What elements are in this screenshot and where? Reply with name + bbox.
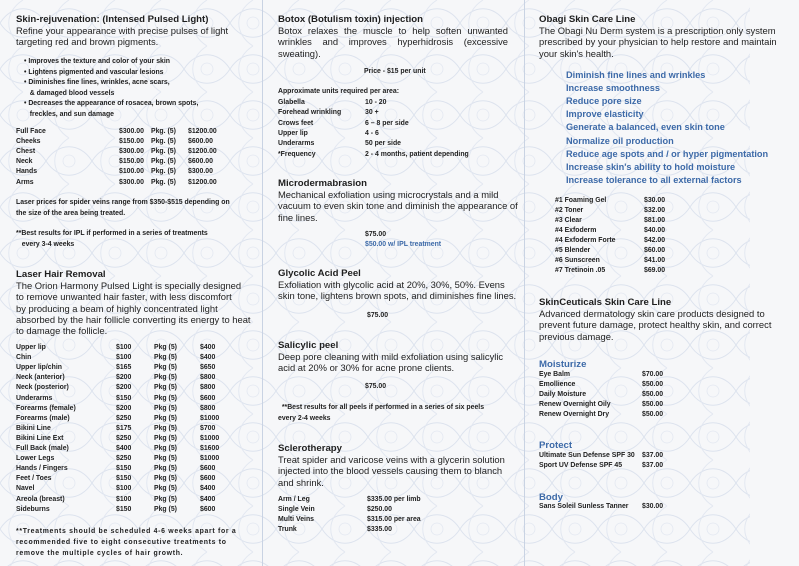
table-cell-name: #5 Blender xyxy=(555,247,591,254)
table-cell-price: $175 xyxy=(116,424,132,432)
paragraph-line: sweating). xyxy=(278,47,321,59)
table-cell-price: $69.00 xyxy=(644,267,666,274)
table-cell-price: $400 xyxy=(116,445,132,452)
table-cell-total: $600 xyxy=(200,394,216,402)
table-cell-price: $200 xyxy=(116,404,132,412)
paragraph xyxy=(16,25,256,48)
table-cell-name: #6 Sunscreen xyxy=(555,257,600,264)
table-cell-pkg: Pkg (5) xyxy=(154,384,177,392)
table-cell-total: $600.00 xyxy=(188,158,213,166)
table-cell-area: Glabella xyxy=(278,99,305,106)
paragraph-line: wrinkles and improves hyperhidrosis (excessive xyxy=(278,36,508,48)
table-cell-price: $150 xyxy=(116,475,132,483)
units-header: Approximate units required per area: xyxy=(278,88,400,95)
paragraph-line: Treat spider and varicose veins with a glycerin solution xyxy=(278,454,505,465)
table-cell-pkg: Pkg (5) xyxy=(154,505,177,513)
section-title-skin-rejuvenation: Skin-rejuvenation: (Intensed Pulsed Light) xyxy=(16,14,209,25)
table-cell-units: 30 + xyxy=(365,109,379,117)
table-cell-area: Neck (posterior) xyxy=(16,384,69,392)
list-item: Increase skin's ability to hold moisture xyxy=(566,161,736,172)
table-cell-total: $600.00 xyxy=(188,138,213,146)
paragraph xyxy=(278,454,518,488)
table-cell-price: $250 xyxy=(116,434,132,442)
table-cell-total: $700 xyxy=(200,424,216,432)
table-cell-total: $300.00 xyxy=(188,168,213,176)
panel-ipl-laser xyxy=(0,0,262,566)
table-cell-area: Crows feet xyxy=(278,119,314,127)
table-cell-area: Feet / Toes xyxy=(16,475,52,483)
section-title-glycolic-peel: Glycolic Acid Peel xyxy=(278,268,361,279)
list-item: Normalize oil production xyxy=(566,135,674,146)
paragraph xyxy=(278,279,518,302)
ipl-best-results-note: every 3-4 weeks xyxy=(16,241,75,248)
microdermabrasion-ipl-price: $50.00 w/ IPL treatment xyxy=(365,241,442,248)
table-cell-area: Cheeks xyxy=(16,138,41,146)
laser-treatment-note: recommended five to eight consecutive treatments to xyxy=(16,539,227,546)
paragraph-line: and shrink. xyxy=(278,476,324,488)
table-cell-pkg: Pkg. (5) xyxy=(151,128,176,135)
table-cell-area: Lower Legs xyxy=(16,455,55,463)
table-cell-price: $30.00 xyxy=(644,197,666,204)
table-cell-total: $800 xyxy=(200,384,216,392)
list-item: • Improves the texture and color of your skin xyxy=(24,58,170,65)
paragraph-line: Mechanical exfoliation using microcrystals and a mild xyxy=(278,189,499,200)
table-cell-total: $400 xyxy=(200,485,216,493)
table-cell-pkg: Pkg (5) xyxy=(154,424,177,432)
botox-price: Price - $15 per unit xyxy=(364,68,426,75)
salicylic-price: $75.00 xyxy=(365,383,387,390)
microdermabrasion-price: $75.00 xyxy=(365,231,387,238)
paragraph-line: previous damage. xyxy=(539,330,614,342)
table-cell-price: $100 xyxy=(116,344,132,351)
table-cell-price: $250 xyxy=(116,414,132,422)
table-cell-name: Renew Overnight Dry xyxy=(539,411,610,419)
table-cell-price: $50.00 xyxy=(642,401,664,409)
paragraph-line: injected into the blood vessels causing them to blanch xyxy=(278,465,503,477)
table-cell-units: 2 - 4 months, patient depending xyxy=(365,150,469,158)
table-cell-area: Forearms (female) xyxy=(16,404,76,412)
table-cell-price: $60.00 xyxy=(644,247,666,254)
table-cell-price: $50.00 xyxy=(642,381,664,389)
table-cell-price: $50.00 xyxy=(642,391,664,399)
section-title-sclerotherapy: Sclerotherapy xyxy=(278,443,342,454)
table-cell-price: $100 xyxy=(116,485,132,493)
paragraph xyxy=(278,351,518,374)
list-item: Reduce pore size xyxy=(566,96,642,107)
table-cell-pkg: Pkg (5) xyxy=(154,475,177,483)
table-cell-price: $300.00 xyxy=(119,128,144,135)
table-cell-area: Upper lip xyxy=(278,129,308,137)
list-item: • Diminishes fine lines, wrinkles, acne scars, xyxy=(24,79,170,86)
table-cell-total: $400 xyxy=(200,344,216,351)
paragraph-line: to damage the follicle. xyxy=(16,325,108,337)
list-item: freckles, and sun damage xyxy=(24,110,114,118)
table-cell-price: $150.00 xyxy=(119,158,144,166)
paragraph-line: your skin's health. xyxy=(539,47,614,59)
table-cell-name: Daily Moisture xyxy=(539,391,587,399)
table-cell-area: Bikini Line xyxy=(16,424,51,432)
table-cell-area: Full Back (male) xyxy=(16,445,69,452)
paragraph-line: Botox relaxes the muscle to help soften unwanted xyxy=(278,25,508,36)
table-cell-price: $250.00 xyxy=(367,506,392,514)
table-cell-area: Upper lip xyxy=(16,344,46,351)
table-cell-area: Navel xyxy=(16,485,35,493)
table-cell-total: $600 xyxy=(200,475,216,483)
table-cell-pkg: Pkg. (5) xyxy=(151,178,176,186)
peel-best-results-note: every 2-4 weeks xyxy=(278,415,331,422)
paragraph-line: to remove unwanted hair faster, with less discomfort xyxy=(16,291,232,303)
spider-vein-note: the size of the area being treated. xyxy=(16,210,126,217)
paragraph-line: The Orion Harmony Pulsed Light is specially designed xyxy=(16,280,242,291)
paragraph-line: Deep pore cleaning with mild exfoliation using salicylic xyxy=(278,351,504,362)
table-cell-price: $30.00 xyxy=(642,503,664,510)
table-cell-units: 6 – 8 per side xyxy=(365,119,409,127)
table-cell-pkg: Pkg. (5) xyxy=(151,148,176,156)
paragraph-line: Exfoliation with glycolic acid at 20%, 30%, 50%. Evens xyxy=(278,279,505,290)
table-cell-total: $600 xyxy=(200,505,216,513)
list-item: • Decreases the appearance of rosacea, brown spots, xyxy=(24,100,199,107)
table-cell-name: #4 Exfoderm Forte xyxy=(555,237,616,244)
ipl-best-results-note: **Best results for IPL if performed in a series of treatments xyxy=(16,230,208,237)
table-cell-area: Multi Veins xyxy=(278,516,314,524)
panel-skin-care-products xyxy=(524,0,777,566)
table-cell-price: $100 xyxy=(116,495,132,503)
table-cell-pkg: Pkg (5) xyxy=(154,434,177,442)
table-cell-total: $1200.00 xyxy=(188,178,217,186)
table-cell-pkg: Pkg (5) xyxy=(154,404,177,412)
table-cell-price: $32.00 xyxy=(644,207,666,214)
list-item: Increase tolerance to all external factors xyxy=(566,174,742,185)
panel-injections-peels xyxy=(262,0,524,566)
table-cell-price: $150.00 xyxy=(119,138,144,146)
table-cell-name: #4 Exfoderm xyxy=(555,227,597,234)
table-cell-area: Neck xyxy=(16,158,33,166)
table-cell-price: $150 xyxy=(116,465,132,473)
table-cell-price: $335.00 per limb xyxy=(367,496,421,503)
paragraph-line: The Obagi Nu Derm system is a prescription only system xyxy=(539,25,776,36)
table-cell-price: $37.00 xyxy=(642,462,664,470)
table-cell-total: $1200.00 xyxy=(188,148,217,156)
table-cell-pkg: Pkg (5) xyxy=(154,364,177,372)
table-cell-area: Chest xyxy=(16,148,36,156)
table-cell-area: Forehead wrinkling xyxy=(278,109,342,117)
glycolic-price: $75.00 xyxy=(367,312,389,319)
paragraph-line: acid at 20% or 30% for acne prone clients. xyxy=(278,362,455,374)
table-cell-name: #3 Clear xyxy=(555,217,582,224)
table-cell-area: Arm / Leg xyxy=(278,496,310,503)
table-cell-pkg: Pkg (5) xyxy=(154,414,177,422)
table-cell-total: $650 xyxy=(200,364,216,372)
table-cell-area: Single Vein xyxy=(278,506,315,514)
table-cell-total: $1600 xyxy=(200,445,220,452)
table-cell-price: $300.00 xyxy=(119,178,144,186)
table-cell-total: $800 xyxy=(200,404,216,412)
table-cell-area: Underarms xyxy=(16,394,53,402)
table-cell-name: Ultimate Sun Defense SPF 30 xyxy=(539,452,635,459)
table-cell-total: $600 xyxy=(200,465,216,473)
benefit-list xyxy=(24,57,198,120)
table-cell-name: Sport UV Defense SPF 45 xyxy=(539,462,623,470)
table-cell-price: $315.00 per area xyxy=(367,516,421,524)
section-title-botox: Botox (Botulism toxin) injection xyxy=(278,14,423,25)
table-cell-price: $100 xyxy=(116,354,132,362)
spider-vein-note: Laser prices for spider veins range from $350-$515 depending on xyxy=(16,199,230,206)
paragraph-line: vacuum to even skin tone and diminish the appearance of xyxy=(278,200,518,212)
table-cell-area: Areola (breast) xyxy=(16,495,65,503)
list-item: & damaged blood vessels xyxy=(24,89,115,97)
table-cell-price: $250 xyxy=(116,455,132,463)
table-cell-area: *Frequency xyxy=(278,150,316,158)
paragraph xyxy=(278,25,508,59)
table-cell-total: $1000 xyxy=(200,414,220,422)
table-cell-price: $37.00 xyxy=(642,452,664,459)
table-cell-name: Emollience xyxy=(539,381,576,389)
table-cell-pkg: Pkg (5) xyxy=(154,445,177,452)
table-cell-total: $400 xyxy=(200,354,216,362)
table-cell-price: $150 xyxy=(116,394,132,402)
table-cell-price: $200 xyxy=(116,384,132,392)
paragraph-line: targeting red and brown pigments. xyxy=(16,36,159,48)
table-cell-area: Neck (anterior) xyxy=(16,374,65,382)
table-cell-area: Sideburns xyxy=(16,505,50,513)
table-cell-units: 50 per side xyxy=(365,140,402,148)
table-cell-pkg: Pkg (5) xyxy=(154,455,177,463)
table-cell-pkg: Pkg. (5) xyxy=(151,158,176,166)
list-item: Improve elasticity xyxy=(566,109,644,120)
table-cell-price: $50.00 xyxy=(642,411,664,419)
table-cell-area: Forearms (male) xyxy=(16,414,70,422)
paragraph xyxy=(16,280,256,336)
table-cell-area: Arms xyxy=(16,178,34,186)
table-cell-total: $400 xyxy=(200,495,216,503)
table-cell-pkg: Pkg (5) xyxy=(154,394,177,402)
table-cell-price: $100.00 xyxy=(119,168,144,176)
table-cell-name: Sans Soleil Sunless Tanner xyxy=(539,503,629,510)
laser-treatment-note: **Treatments should be scheduled 4-6 weeks apart for a xyxy=(16,528,237,535)
table-cell-total: $1000 xyxy=(200,434,220,442)
category-title-protect: Protect xyxy=(539,440,573,451)
table-cell-price: $200 xyxy=(116,374,132,382)
table-cell-units: 10 - 20 xyxy=(365,99,387,106)
table-cell-pkg: Pkg. (5) xyxy=(151,168,176,176)
table-cell-price: $81.00 xyxy=(644,217,666,224)
peel-best-results-note: **Best results for all peels if performed in a series of six peels xyxy=(278,404,485,411)
table-cell-pkg: Pkg (5) xyxy=(154,495,177,503)
list-item: Diminish fine lines and wrinkles xyxy=(566,70,706,80)
table-cell-price: $41.00 xyxy=(644,257,666,264)
list-item: Increase smoothness xyxy=(566,83,660,94)
table-cell-area: Full Face xyxy=(16,128,46,135)
table-cell-total: $1000 xyxy=(200,455,220,463)
paragraph xyxy=(539,25,799,59)
list-item: Generate a balanced, even skin tone xyxy=(566,122,725,133)
table-cell-pkg: Pkg (5) xyxy=(154,344,177,351)
paragraph-line: fine lines. xyxy=(278,211,318,223)
table-cell-name: Eye Balm xyxy=(539,371,571,378)
table-cell-units: 4 - 6 xyxy=(365,129,379,137)
table-cell-price: $70.00 xyxy=(642,371,664,378)
table-cell-name: #2 Toner xyxy=(555,207,584,214)
table-cell-area: Upper lip/chin xyxy=(16,364,62,372)
table-cell-name: #1 Foaming Gel xyxy=(555,197,607,204)
paragraph-line: by producing a beam of highly concentrated light xyxy=(16,302,218,314)
list-item: • Lightens pigmented and vascular lesions xyxy=(24,68,164,76)
table-cell-name: Renew Overnight Oily xyxy=(539,401,611,409)
category-title-moisturize: Moisturize xyxy=(539,359,587,370)
paragraph-line: skin tone, lightens brown spots, and diminishes fine lines. xyxy=(278,290,517,302)
paragraph-line: absorbed by the hair follicle converting its energy to heat xyxy=(16,313,251,325)
section-title-skinceuticals: SkinCeuticals Skin Care Line xyxy=(539,297,672,308)
table-cell-area: Underarms xyxy=(278,140,315,148)
section-title-salicylic-peel: Salicylic peel xyxy=(278,340,339,351)
table-cell-pkg: Pkg (5) xyxy=(154,485,177,493)
table-cell-price: $150 xyxy=(116,505,132,513)
table-cell-pkg: Pkg (5) xyxy=(154,354,177,362)
table-cell-price: $335.00 xyxy=(367,526,392,534)
paragraph-line: Refine your appearance with precise pulses of light xyxy=(16,25,229,36)
category-title-body: Body xyxy=(539,492,563,503)
table-cell-price: $165 xyxy=(116,364,132,372)
table-cell-price: $42.00 xyxy=(644,237,666,244)
table-cell-area: Hands xyxy=(16,168,38,176)
section-title-obagi: Obagi Skin Care Line xyxy=(539,14,636,25)
paragraph xyxy=(278,189,518,223)
section-title-laser-hair-removal: Laser Hair Removal xyxy=(16,269,106,280)
table-cell-name: #7 Tretinoin .05 xyxy=(555,267,606,274)
paragraph-line: Advanced dermatology skin care products designed to xyxy=(539,308,765,319)
laser-treatment-note: remove the multiple cycles of hair growth. xyxy=(16,550,184,557)
paragraph xyxy=(539,308,799,342)
table-cell-area: Bikini Line Ext xyxy=(16,434,64,442)
table-cell-area: Hands / Fingers xyxy=(16,465,68,473)
list-item: Reduce age spots and / or hyper pigmentation xyxy=(566,148,769,159)
table-cell-pkg: Pkg (5) xyxy=(154,374,177,382)
table-cell-price: $40.00 xyxy=(644,227,666,234)
table-cell-area: Chin xyxy=(16,354,32,362)
table-cell-pkg: Pkg (5) xyxy=(154,465,177,473)
table-cell-pkg: Pkg. (5) xyxy=(151,138,176,146)
table-cell-area: Trunk xyxy=(278,526,297,534)
section-title-microdermabrasion: Microdermabrasion xyxy=(278,178,368,189)
paragraph-line: prevent future damage, protect healthy skin, and correct xyxy=(539,319,772,331)
table-cell-price: $300.00 xyxy=(119,148,144,156)
table-cell-total: $1200.00 xyxy=(188,128,217,135)
paragraph-line: prescribed by your physician to help restore and maintain xyxy=(539,36,777,48)
table-cell-total: $800 xyxy=(200,374,216,382)
